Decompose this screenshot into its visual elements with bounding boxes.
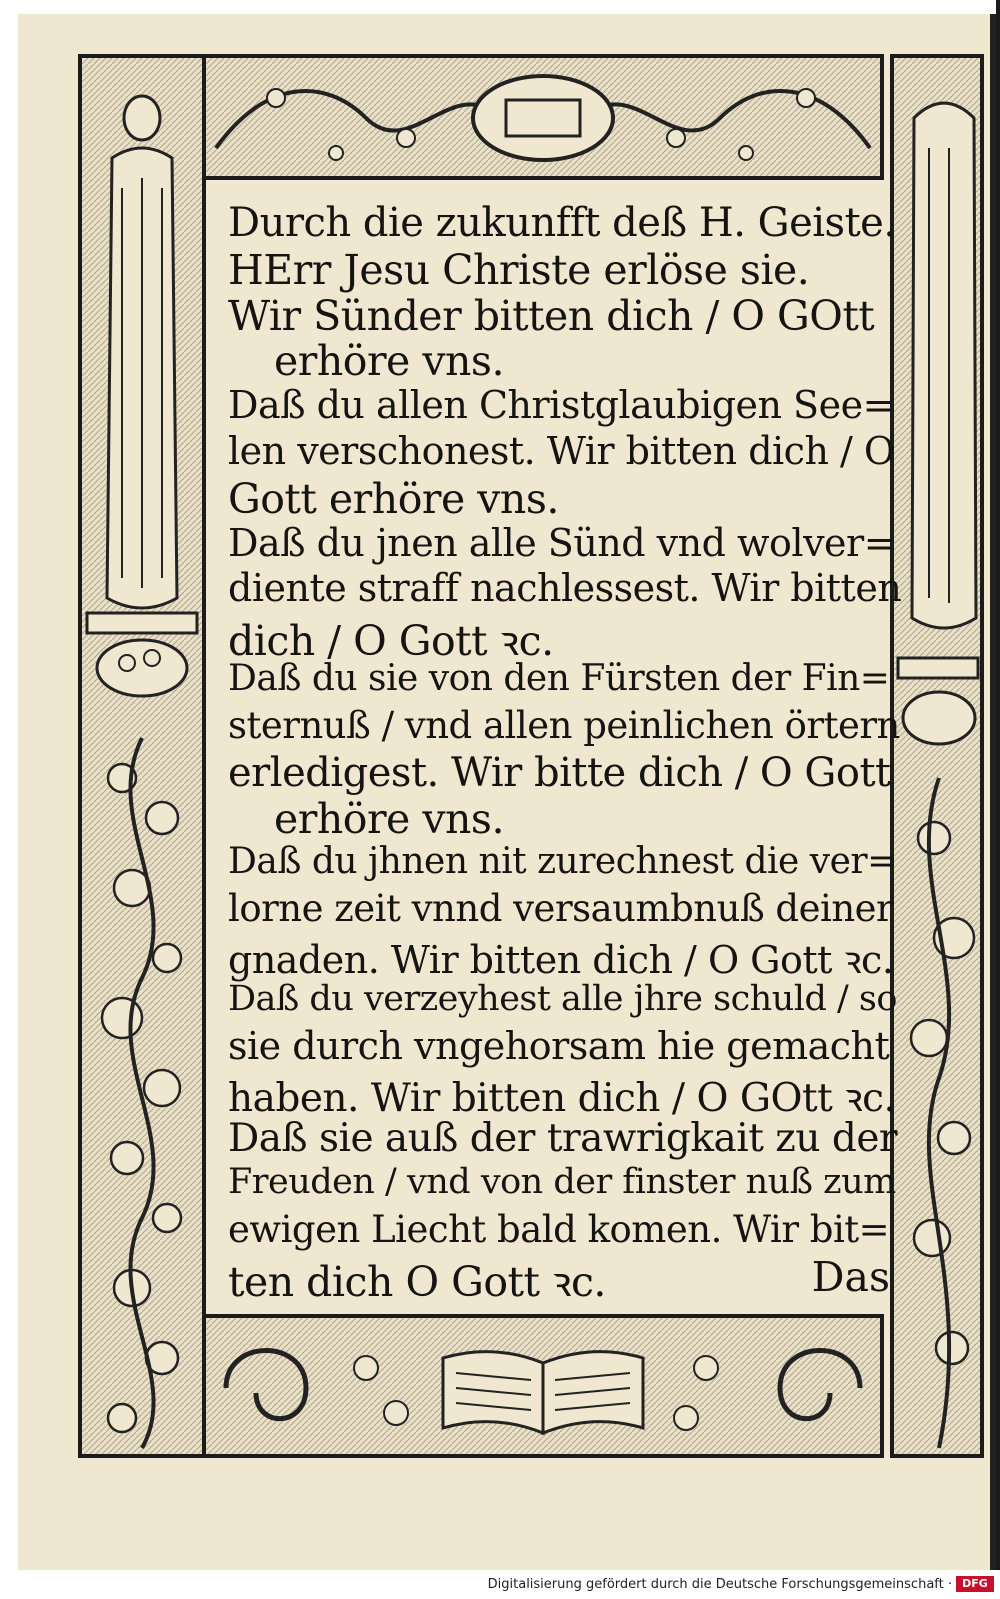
text-line: Daß du allen Christglaubigen See= (228, 383, 894, 428)
text-line: ewigen Liecht bald komen. Wir bit= (228, 1207, 890, 1251)
left-border-ornament (82, 58, 202, 1454)
text-line: Durch die zukunfft deß H. Geiste. (228, 200, 896, 246)
text-line: sie durch vngehorsam hie gemacht (228, 1024, 890, 1069)
text-line: dich / O Gott ꝛc. (228, 617, 554, 666)
text-line: Freuden / vnd von der finster nuß zum (228, 1161, 896, 1202)
top-woodcut-border (202, 54, 884, 180)
footer-credit: Digitalisierung gefördert durch die Deutsche Forschungsgemeinschaft · (487, 1577, 952, 1592)
digitization-footer (0, 1573, 1000, 1599)
text-line: Daß du jhnen nit zurechnest die ver= (228, 841, 897, 883)
text-line: len verschonest. Wir bitten dich / O (228, 429, 895, 473)
text-line: HErr Jesu Christe erlöse sie. (228, 245, 810, 294)
page-edge-shadow (996, 0, 1000, 1570)
text-line: Daß du sie von den Fürsten der Fin= (228, 658, 890, 699)
left-woodcut-border (78, 54, 206, 1458)
text-line: erhöre vns. (274, 795, 504, 844)
top-border-ornament (206, 58, 880, 176)
catchword: Das (811, 1253, 890, 1302)
text-line: Wir Sünder bitten dich / O GOtt (228, 291, 875, 340)
text-line: lorne zeit vnnd versaumbnuß deiner (228, 887, 894, 930)
book-page (18, 14, 996, 1570)
text-line: Daß sie auß der trawrigkait zu der (228, 1116, 898, 1161)
text-line: haben. Wir bitten dich / O GOtt ꝛc. (228, 1076, 896, 1122)
text-line: gnaden. Wir bitten dich / O Gott ꝛc. (228, 937, 894, 982)
right-woodcut-border (890, 54, 984, 1458)
text-block (228, 200, 904, 1340)
open-book-icon (443, 1352, 643, 1433)
text-line: erhöre vns. (274, 337, 504, 386)
text-line: diente straff nachlessest. Wir bitten (228, 566, 902, 611)
text-line: Daß du jnen alle Sünd vnd wolver= (228, 520, 896, 565)
text-line: Daß du verzeyhest alle jhre schuld / so (228, 978, 897, 1019)
dfg-logo: DFG (956, 1576, 994, 1592)
text-line: ten dich O Gott ꝛc. (228, 1258, 606, 1307)
text-line: sternuß / vnd allen peinlichen örtern (228, 703, 900, 747)
text-line: Gott erhöre vns. (228, 474, 559, 523)
text-line: erledigest. Wir bitte dich / O Gott (228, 749, 891, 796)
right-border-ornament (894, 58, 980, 1454)
